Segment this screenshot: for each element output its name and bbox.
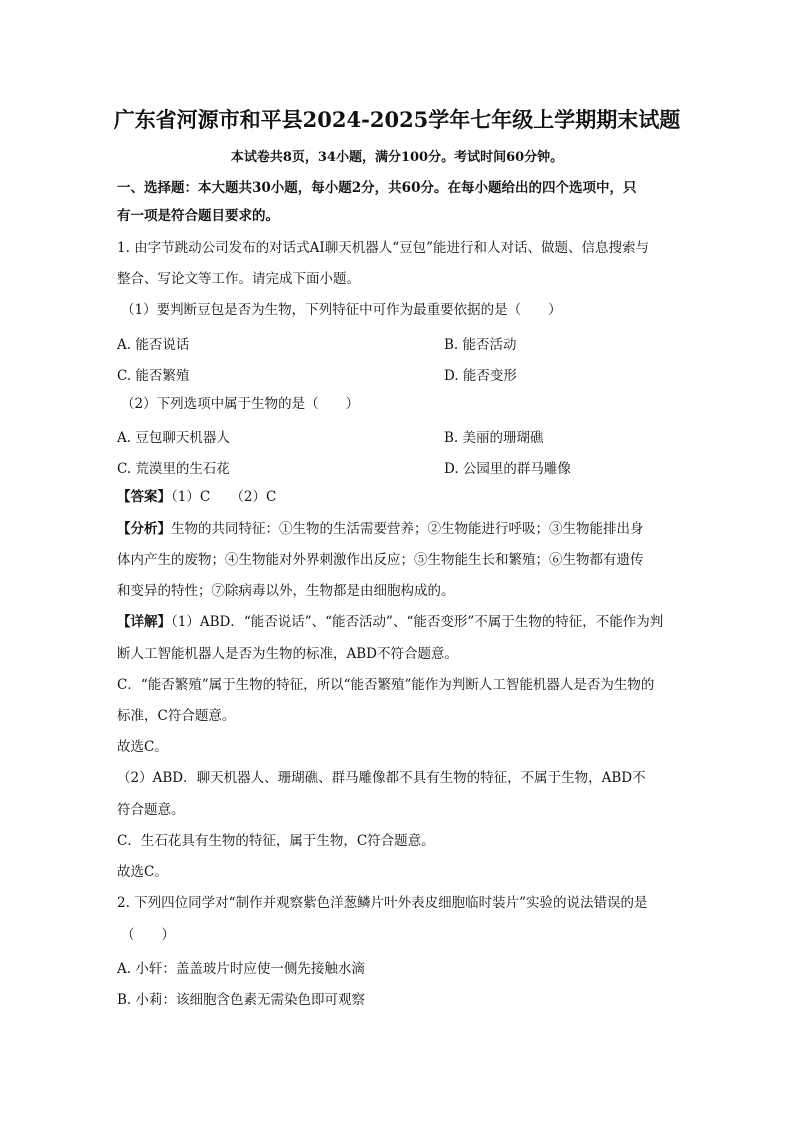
q1-sub1: （1）要判断豆包是否为生物，下列特征中可作为最重要依据的是（ ） [121, 302, 562, 318]
q1-sub1-option-c: C. 能否繁殖 [117, 368, 190, 384]
q1-sub2: （2）下列选项中属于生物的是（ ） [121, 396, 360, 412]
q2-stem-cont: （ ） [121, 927, 175, 943]
detail-line-9: 故选C。 [117, 864, 168, 880]
detail-line-6: （2）ABD．聊天机器人、珊瑚礁、群马雕像都不具有生物的特征，不属于生物，ABD不 [117, 770, 646, 786]
q1-sub2-option-a: A. 豆包聊天机器人 [117, 430, 230, 446]
detail-line-8: C．生石花具有生物的特征，属于生物，C符合题意。 [117, 833, 435, 849]
answer-line [117, 488, 677, 506]
analysis-label: 【分析】 [117, 521, 171, 537]
q1-sub2-option-b: B. 美丽的珊瑚礁 [444, 430, 544, 446]
q1-sub1-option-d: D. 能否变形 [444, 368, 517, 384]
detail-line-4: 标准，C符合题意。 [117, 708, 236, 724]
analysis-line-2: 体内产生的废物；④生物能对外界刺激作出反应；⑤生物能生长和繁殖；⑥生物都有遗传 [117, 552, 644, 568]
q1-sub2-option-c: C. 荒漠里的生石花 [117, 461, 230, 477]
detail-text-1: （1）ABD．“能否说话”、“能否活动”、“能否变形”不属于生物的特征，不能作为判 [171, 614, 664, 630]
detail-line-5: 故选C。 [117, 739, 168, 755]
detail-line-2: 断人工智能机器人是否为生物的标准，ABD不符合题意。 [117, 646, 458, 662]
q2-option-a: A. 小轩：盖盖玻片时应使一侧先接触水滴 [117, 961, 365, 977]
section-heading: 一、选择题：本大题共30小题，每小题2分，共60分。在每小题给出的四个选项中，只 [117, 180, 637, 196]
q2-option-b: B. 小莉：该细胞含色素无需染色即可观察 [117, 992, 366, 1008]
q2-stem: 2. 下列四位同学对“制作并观察紫色洋葱鳞片叶外表皮细胞临时装片”实验的说法错误的是 [117, 895, 648, 911]
q1-sub1-option-b: B. 能否活动 [444, 337, 517, 353]
page-title: 广东省河源市和平县2024-2025学年七年级上学期期末试题 [113, 107, 681, 132]
answer-text: （1）C （2）C [171, 489, 277, 505]
detail-line-1 [117, 613, 677, 631]
detail-line-3: C．“能否繁殖”属于生物的特征，所以“能否繁殖”能作为判断人工智能机器人是否为生物的 [117, 677, 655, 693]
q1-stem-cont: 整合、写论文等工作。请完成下面小题。 [117, 271, 360, 287]
detail-line-7: 符合题意。 [117, 802, 185, 818]
section-heading-cont: 有一项是符合题目要求的。 [117, 208, 279, 224]
answer-label: 【答案】 [117, 489, 171, 505]
analysis-text-1: 生物的共同特征：①生物的生活需要营养；②生物能进行呼吸；③生物能排出身 [171, 521, 644, 537]
exam-info: 本试卷共8页，34小题，满分100分。考试时间60分钟。 [230, 150, 564, 165]
q1-sub2-option-d: D. 公园里的群马雕像 [444, 461, 571, 477]
detail-label: 【详解】 [117, 614, 171, 630]
q1-stem: 1. 由字节跳动公司发布的对话式AI聊天机器人“豆包”能进行和人对话、做题、信息搜索与 [117, 240, 650, 256]
analysis-line-3: 和变异的特性；⑦除病毒以外，生物都是由细胞构成的。 [117, 583, 455, 599]
q1-sub1-option-a: A. 能否说话 [117, 337, 190, 353]
analysis-line-1 [117, 520, 677, 538]
